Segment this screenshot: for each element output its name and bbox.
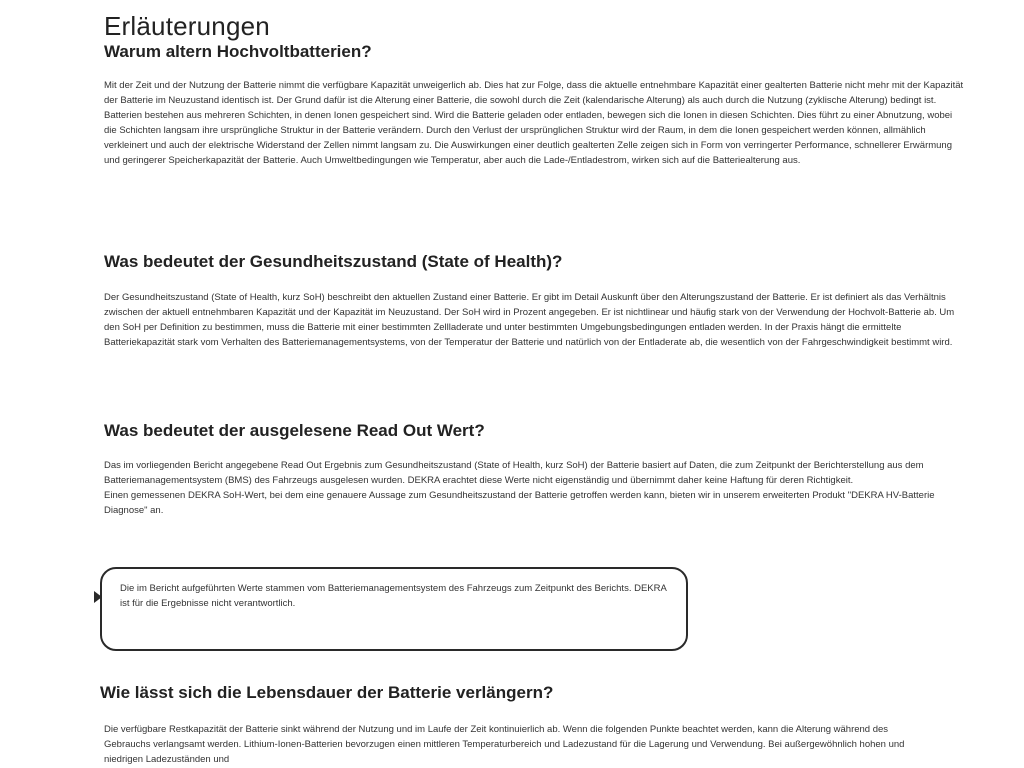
section-text-lifetime: Die verfügbare Restkapazität der Batterie sinkt während der Nutzung und im Laufe der Zeit kontinuierlich ab. Wenn die folgenden Punkte beachtet werden, kann die Alterung während des Gebrauchs verlangsamt werden. Lithium-Ionen-Batterien bevorzugen einen mittleren Temperaturbereich und Ladezustand für die Lagerung und Verwendung. Bei außergewöhnlich hohen und niedrigen Ladezuständen und: [104, 724, 905, 765]
section-text-aging: Mit der Zeit und der Nutzung der Batterie nimmt die verfügbare Kapazität unweigerlich ab. Dies hat zur Folge, dass die aktuelle entnehmbare Kapazität einer gealterten Batterie nicht mehr mit der Kapazität der Batterie im Neuzustand identisch ist. Der Grund dafür ist die Alterung einer Batterie, die sowohl durch die Zeit (kalendarische Alterung) als auch durch die Nutzung (zyklische Alterung) bedingt ist. Batterien bestehen aus mehreren Schichten, in denen Ionen gespeichert sind. Wird die Batterie geladen oder entladen, bewegen sich die Ionen in diesen Schichten. Dies führt zu einer Abnutzung, wobei die Schichten langsam ihre ursprüngliche Struktur in der Batterie verändern. Durch den Verlust der ursprünglichen Struktur wird der Raum, in dem die Ionen gespeichert werden können, allmählich verkleinert und auch der elektrische Widerstand der Zellen nimmt langsam zu. Die Auswirkungen einer deutlich gealterten Zelle zeigen sich in Form von verringerter Performance, schnellerer Erwärmung und geringerer Speicherkapazität der Batterie. Auch Umweltbedingungen wie Temperatur, aber auch die Lade-/Entladestrom, wirken sich auf die Batteriealterung aus.: [104, 80, 964, 166]
section-text-readout: Das im vorliegenden Bericht angegebene Read Out Ergebnis zum Gesundheitszustand (State of Health, kurz SoH) der Batterie basiert auf Daten, die zum Zeitpunkt der Berichterstellung aus dem Batteriemanagementsystem (BMS) des Fahrzeugs ausgelesen wurden. DEKRA erachtet diese Werte nicht eigenständig und übernimmt daher keine Haftung für deren Richtigkeit. Einen gemessenen DEKRA SoH-Wert, bei dem eine genauere Aussage zum Gesundheitszustand der Batterie getroffen werden kann, bieten wir in unserem erweiterten Produkt "DEKRA HV-Batterie Diagnose" an.: [104, 460, 935, 516]
page-title: Erläuterungen: [104, 11, 270, 42]
section-heading-readout: Was bedeutet der ausgelesene Read Out Wert?: [104, 421, 485, 440]
section-heading-aging: Warum altern Hochvoltbatterien?: [104, 42, 372, 61]
section-heading-lifetime: Wie lässt sich die Lebensdauer der Batterie verlängern?: [100, 683, 554, 702]
note-box: [100, 567, 688, 651]
section-heading-soh: Was bedeutet der Gesundheitszustand (State of Health)?: [104, 252, 563, 271]
note-text: Die im Bericht aufgeführten Werte stammen vom Batteriemanagementsystem des Fahrzeugs zum Zeitpunkt des Berichts. DEKRA ist für die Ergebnisse nicht verantwortlich.: [120, 583, 667, 609]
section-text-soh: Der Gesundheitszustand (State of Health, kurz SoH) beschreibt den aktuellen Zustand einer Batterie. Er gibt im Detail Auskunft über den Alterungszustand der Batterie. Er ist definiert als das Verhältnis zwischen der aktuell entnehmbaren Kapazität und der Kapazität im Neuzustand. Der SoH wird in Prozent angegeben. Er ist nichtlinear und häufig stark von der Verwendung der Hochvolt-Batterie ab. Um den SoH per Definition zu bestimmen, muss die Batterie mit einer bestimmten Zellladerate und unter bestimmten Umgebungsbedingungen entladen werden. In der Praxis hängt die ermittelte Batteriekapazität stark vom Verhalten des Batteriemanagementsystems, von der Temperatur der Batterie und natürlich von der Entladerate ab, die wesentlich von der Fahrgeschwindigkeit bestimmt wird.: [104, 292, 955, 348]
note-arrow-icon: [94, 591, 102, 603]
